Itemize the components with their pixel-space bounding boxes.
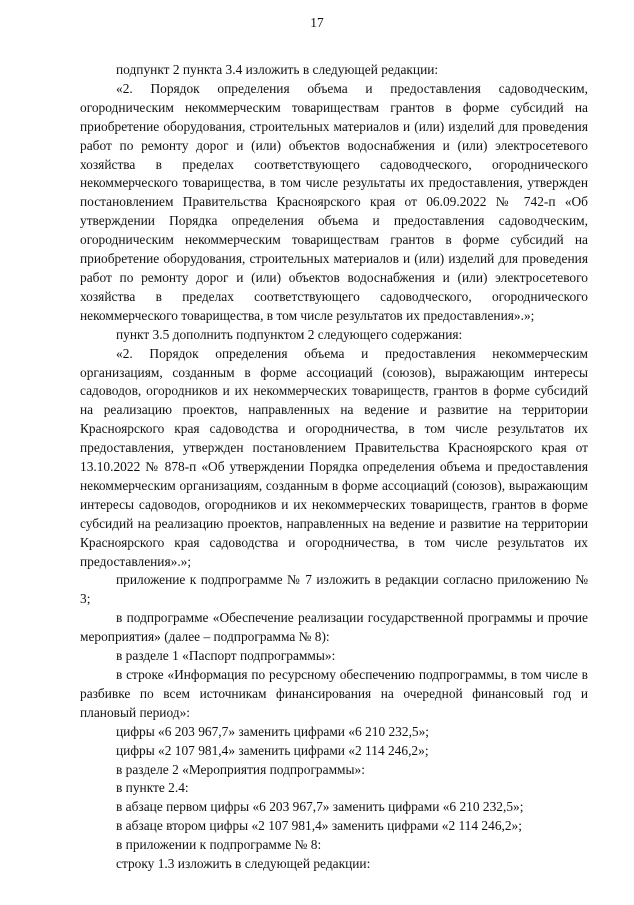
paragraph: «2. Порядок определения объема и предоставления садоводческим, огородническим некоммерческим товариществам грантов в форме субсидий на приобретение оборудования, строительных материалов и (или) изделий для проведения работ по ремонту дорог и (или) объектов водоснабжения и (или) электросетевого хозяйства в пределах соответствующего садоводческого, огороднического некоммерческого товарищества, в том числе результаты их предоставления, утвержден постановлением Правительства Красноярского края от 06.09.2022 № 742-п «Об утверждении Порядка определения объема и предоставления садоводческим, огородническим некоммерческим товариществам грантов в форме субсидий на приобретение оборудования, строительных материалов и (или) изделий для проведения работ по ремонту дорог и (или) объектов водоснабжения и (или) электросетевого хозяйства в пределах соответствующего садоводческого, огороднического некоммерческого товарищества, в том числе результатов их предоставления».»; <box>80 80 588 323</box>
paragraph: в подпрограмме «Обеспечение реализации государственной программы и прочие мероприятия» (далее – подпрограмма № 8): <box>80 610 588 645</box>
paragraph: пункт 3.5 дополнить подпунктом 2 следующего содержания: <box>116 326 463 342</box>
paragraph: в пункте 2.4: <box>116 780 189 796</box>
paragraph: цифры «6 203 967,7» заменить цифрами «6 210 232,5»; <box>116 723 430 739</box>
paragraph: подпункт 2 пункта 3.4 изложить в следующей редакции: <box>116 62 439 77</box>
paragraph: в абзаце первом цифры «6 203 967,7» заменить цифрами «6 210 232,5»; <box>116 799 524 815</box>
paragraph: в строке «Информация по ресурсному обеспечению подпрограммы, в том числе в разбивке по всем источникам финансирования на очередной финансовый год и плановый период»: <box>80 667 588 720</box>
paragraph: цифры «2 107 981,4» заменить цифрами «2 114 246,2»; <box>116 742 429 758</box>
paragraph: «2. Порядок определения объема и предоставления некоммерческим организациям, созданным в форме ассоциаций (союзов), выражающим интересы садоводов, огородников и их некоммерческих товариществ, грантов в форме субсидий на реализацию проектов, направленных на ведение и развитие на территории Красноярского края садоводства и огородничества, в том числе результатов их предоставления, утвержден постановлением Правительства Красноярского края от 13.10.2022 № 878-п «Об утверждении Порядка определения объема и предоставления некоммерческим организациям, созданным в форме ассоциаций (союзов), выражающим интересы садоводов, огородников и их некоммерческих товариществ, грантов в форме субсидий на реализацию проектов, направленных на ведение и развитие на территории Красноярского края садоводства и огородничества, в том числе результатов их предоставления».»; <box>80 345 588 569</box>
paragraph: в приложении к подпрограмме № 8: <box>116 837 322 853</box>
page-number: 17 <box>310 15 324 30</box>
paragraph: в разделе 2 «Мероприятия подпрограммы»: <box>116 761 365 777</box>
paragraph: строку 1.3 изложить в следующей редакции: <box>116 856 371 872</box>
paragraph: в разделе 1 «Паспорт подпрограммы»: <box>116 648 336 664</box>
paragraph: в абзаце втором цифры «2 107 981,4» заменить цифрами «2 114 246,2»; <box>116 818 522 834</box>
paragraph: приложение к подпрограмме № 7 изложить в редакции согласно приложению № 3; <box>80 572 588 607</box>
document-body <box>80 61 588 874</box>
